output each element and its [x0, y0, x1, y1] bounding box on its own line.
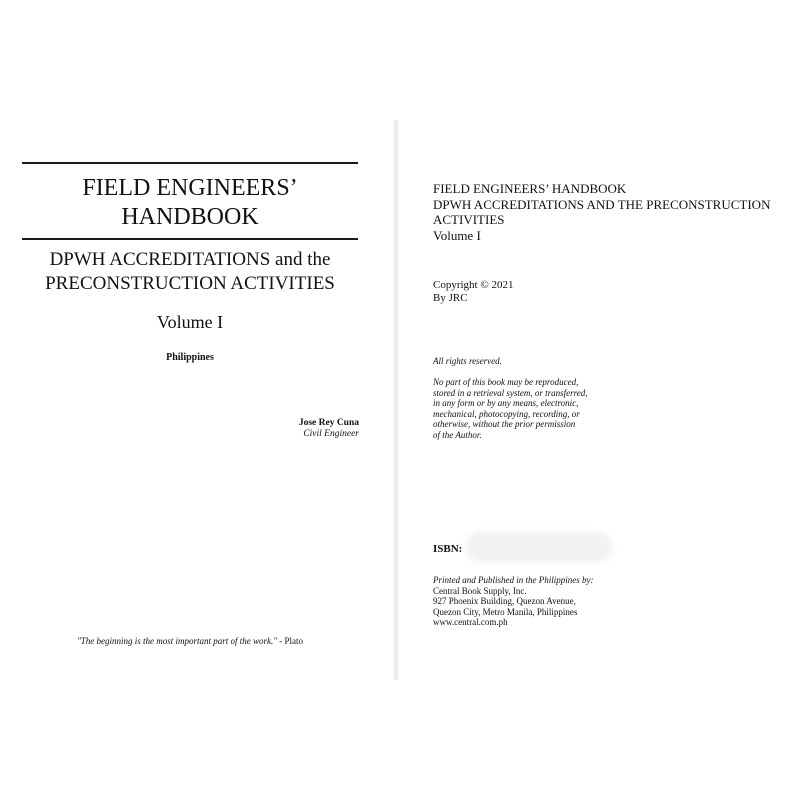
- country-label: Philippines: [166, 352, 214, 363]
- author-role: Civil Engineer: [303, 429, 359, 439]
- notice-line: in any form or by any means, electronic,: [433, 398, 579, 408]
- reproduction-notice: [433, 377, 633, 440]
- rp-title-line: FIELD ENGINEERS’ HANDBOOK: [433, 181, 627, 196]
- page-title: [22, 174, 358, 232]
- copyright-line: Copyright © 2021: [433, 279, 514, 291]
- isbn-label: ISBN:: [433, 543, 463, 555]
- page-gutter: [393, 120, 399, 680]
- publisher-line: 927 Phoenix Building, Quezon Avenue,: [433, 596, 576, 606]
- copyright-by: By JRC: [433, 292, 468, 304]
- publisher-line: Quezon City, Metro Manila, Philippines: [433, 606, 578, 617]
- notice-line: No part of this book may be reproduced,: [433, 377, 579, 387]
- middle-rule: [22, 238, 358, 240]
- author-name: Jose Rey Cuna: [298, 418, 359, 428]
- isbn-redaction: [466, 532, 612, 562]
- rights-reserved: All rights reserved.: [433, 356, 502, 366]
- epigraph: [22, 636, 358, 646]
- top-rule: [22, 162, 358, 164]
- copyright-block: [433, 279, 778, 305]
- copyright-page-title: [433, 181, 778, 243]
- publisher-block: [433, 575, 778, 628]
- publisher-url: www.central.com.ph: [433, 617, 508, 627]
- author-block: [299, 418, 359, 440]
- notice-line: mechanical, photocopying, recording, or: [433, 408, 580, 419]
- rp-title-line: DPWH ACCREDITATIONS AND THE PRECONSTRUCTION: [433, 196, 771, 212]
- rp-title-line: Volume I: [433, 227, 481, 243]
- notice-line: of the Author.: [433, 429, 482, 440]
- title-line-1: FIELD ENGINEERS’: [82, 175, 298, 201]
- publisher-line: Printed and Published in the Philippines by:: [433, 575, 594, 585]
- title-line-2: HANDBOOK: [121, 204, 259, 230]
- subtitle-line-2: PRECONSTRUCTION ACTIVITIES: [45, 273, 335, 294]
- notice-line: stored in a retrieval system, or transferred,: [433, 387, 588, 398]
- volume-label: Volume I: [156, 312, 224, 332]
- publisher-line: Central Book Supply, Inc.: [433, 585, 527, 596]
- page-subtitle: [22, 248, 358, 296]
- subtitle-line-1: DPWH ACCREDITATIONS and the: [49, 249, 331, 270]
- notice-line: otherwise, without the prior permission: [433, 419, 576, 429]
- quote-text: "The beginning is the most important part of the work.": [76, 636, 278, 646]
- rp-title-line: ACTIVITIES: [433, 212, 505, 227]
- quote-author: - Plato: [277, 636, 304, 646]
